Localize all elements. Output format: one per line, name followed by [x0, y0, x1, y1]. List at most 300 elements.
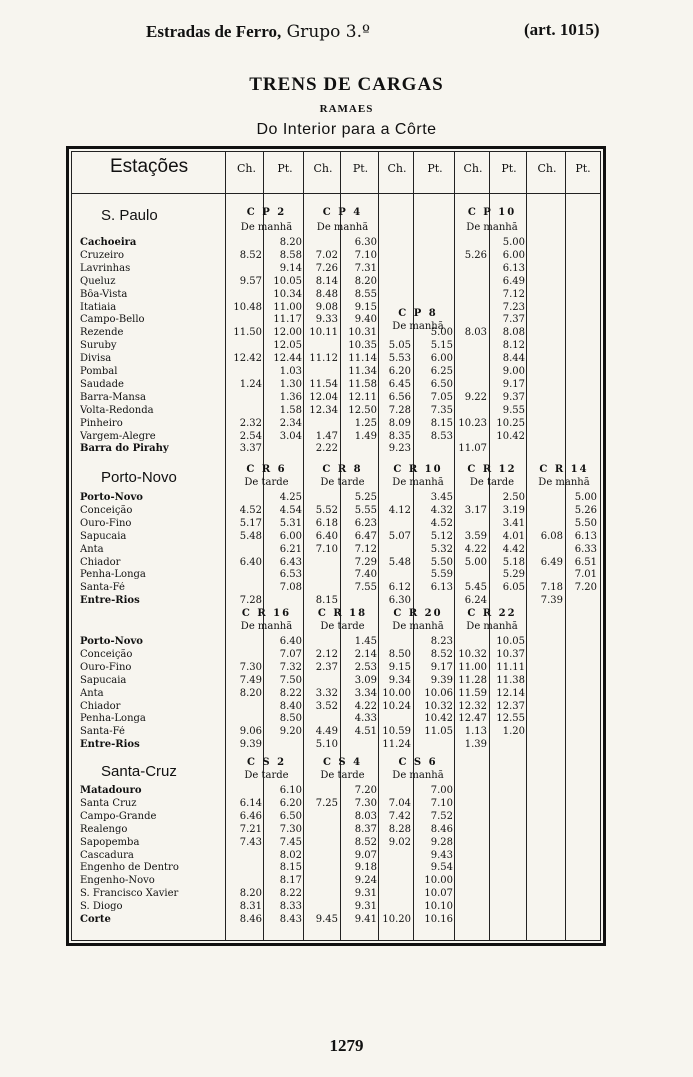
time-cell: 5.12 — [430, 530, 453, 542]
time-cell: 7.04 — [388, 797, 411, 809]
time-cell: 7.55 — [354, 582, 377, 594]
time-cell: 7.07 — [279, 648, 302, 660]
time-cell: 8.31 — [239, 901, 262, 913]
time-cell: 9.55 — [502, 404, 525, 416]
time-cell: 11.17 — [273, 314, 302, 326]
time-cell: 5.26 — [464, 249, 487, 261]
time-cell: 7.00 — [430, 785, 453, 796]
time-cell: 8.15 — [315, 595, 338, 607]
time-cell: 6.30 — [354, 237, 377, 248]
time-cell: 8.08 — [502, 327, 525, 339]
time-cell: 9.34 — [388, 674, 411, 686]
time-cell: 7.31 — [354, 262, 377, 274]
time-cell: 11.34 — [348, 366, 377, 377]
time-cell: 6.00 — [430, 353, 453, 365]
time-cell: 5.53 — [388, 353, 411, 365]
station-name: Vargem-Alegre — [80, 430, 156, 442]
time-cell: 6.08 — [540, 530, 563, 542]
time-cell: 8.09 — [388, 417, 411, 429]
time-cell: 1.25 — [354, 417, 377, 429]
time-cell: 7.20 — [354, 785, 377, 796]
section-title: Santa-Cruz — [101, 763, 177, 780]
time-cell: 9.37 — [502, 391, 525, 403]
station-name: Queluz — [80, 275, 116, 287]
time-cell: 10.37 — [496, 648, 525, 660]
station-name: Cascadura — [80, 849, 134, 861]
time-cell: 7.30 — [239, 661, 262, 673]
time-cell: 10.06 — [424, 687, 453, 699]
time-cell: 9.28 — [430, 836, 453, 848]
train-code: C R 16 — [241, 608, 292, 619]
station-name: Saudade — [80, 378, 124, 390]
time-cell: 12.55 — [496, 713, 525, 725]
time-cell: 7.05 — [430, 391, 453, 403]
time-cell: 9.15 — [354, 301, 377, 313]
time-cell: 11.28 — [458, 674, 487, 686]
time-cell: 8.03 — [464, 327, 487, 339]
time-cell: 5.50 — [430, 556, 453, 568]
time-cell: 8.44 — [502, 353, 525, 365]
time-cell: 2.22 — [315, 443, 338, 455]
train-period: De manhã — [392, 477, 444, 488]
time-cell: 6.30 — [388, 595, 411, 607]
time-cell: 11.00 — [273, 301, 302, 313]
subtitle: RAMAES — [319, 103, 374, 115]
time-cell: 9.45 — [315, 914, 338, 925]
time-cell: 7.30 — [354, 797, 377, 809]
time-cell: 8.50 — [388, 648, 411, 660]
time-cell: 8.20 — [354, 275, 377, 287]
time-cell: 4.51 — [354, 726, 377, 738]
time-cell: 4.12 — [388, 504, 411, 516]
time-cell: 11.12 — [309, 353, 338, 365]
time-cell: 2.12 — [315, 648, 338, 660]
time-cell: 10.35 — [348, 340, 377, 352]
station-name: Chiador — [80, 556, 121, 568]
station-name: Porto-Novo — [80, 636, 143, 647]
time-cell: 12.34 — [309, 404, 338, 416]
time-cell: 10.32 — [424, 700, 453, 712]
time-cell: 10.31 — [348, 327, 377, 339]
time-cell: 5.17 — [239, 517, 262, 529]
train-period: De tarde — [320, 477, 365, 488]
station-name: Sapucaia — [80, 674, 127, 686]
time-cell: 8.52 — [430, 648, 453, 660]
train-code: C P 4 — [322, 207, 363, 218]
time-cell: 8.22 — [279, 687, 302, 699]
time-cell: 8.22 — [279, 888, 302, 900]
time-cell: 1.30 — [279, 378, 302, 390]
time-cell: 12.05 — [273, 340, 302, 352]
train-period: De manhã — [392, 621, 444, 632]
time-cell: 6.13 — [502, 262, 525, 274]
time-cell: 10.16 — [424, 914, 453, 925]
station-name: Pinheiro — [80, 417, 123, 429]
station-name: Sapopemba — [80, 836, 140, 848]
time-cell: 10.00 — [424, 875, 453, 887]
train-period: De tarde — [320, 621, 365, 632]
time-cell: 7.12 — [354, 543, 377, 555]
train-code: C R 22 — [467, 608, 517, 619]
time-cell: 9.17 — [430, 661, 453, 673]
time-cell: 6.50 — [279, 810, 302, 822]
train-period: De tarde — [244, 477, 289, 488]
article-number: (art. 1015) — [524, 20, 600, 39]
time-cell: 11.58 — [348, 378, 377, 390]
station-name: Anta — [80, 687, 104, 699]
train-period: De manhã — [240, 222, 293, 233]
time-cell: 9.18 — [354, 862, 377, 874]
station-name: Suruby — [80, 340, 117, 352]
time-cell: 4.22 — [464, 543, 487, 555]
time-cell: 7.28 — [388, 404, 411, 416]
time-cell: 10.42 — [424, 713, 453, 725]
column-rule — [378, 151, 379, 941]
station-name: Barra-Mansa — [80, 391, 146, 403]
time-cell: 8.53 — [430, 430, 453, 442]
time-cell: 5.25 — [354, 492, 377, 503]
time-cell: 7.52 — [430, 810, 453, 822]
time-cell: 6.53 — [279, 569, 302, 581]
station-name: Campo-Bello — [80, 314, 145, 326]
time-cell: 10.05 — [273, 275, 302, 287]
column-header: Ch. — [537, 162, 557, 175]
time-cell: 8.46 — [430, 823, 453, 835]
station-name: Penha-Longa — [80, 713, 146, 725]
time-cell: 4.52 — [430, 517, 453, 529]
time-cell: 7.35 — [430, 404, 453, 416]
time-cell: 6.46 — [239, 810, 262, 822]
station-name: Corte — [80, 914, 111, 925]
time-cell: 9.39 — [430, 674, 453, 686]
direction-label: Do Interior para a Côrte — [256, 121, 437, 138]
time-cell: 6.10 — [279, 785, 302, 796]
station-name: Santa-Fé — [80, 726, 125, 738]
station-name: Barra do Pirahy — [80, 443, 169, 455]
time-cell: 9.14 — [279, 262, 302, 274]
time-cell: 7.02 — [315, 249, 338, 261]
time-cell: 10.23 — [458, 417, 487, 429]
time-cell: 6.20 — [388, 366, 411, 377]
time-cell: 10.32 — [458, 648, 487, 660]
time-cell: 8.35 — [388, 430, 411, 442]
station-name: Santa-Fé — [80, 582, 125, 594]
station-name: Entre-Rios — [80, 595, 140, 607]
time-cell: 10.48 — [233, 301, 262, 313]
column-rule — [263, 151, 264, 941]
column-header: Ch. — [463, 162, 483, 175]
time-cell: 4.33 — [354, 713, 377, 725]
column-header: Pt. — [501, 162, 517, 175]
time-cell: 8.58 — [279, 249, 302, 261]
time-cell: 6.18 — [315, 517, 338, 529]
page-title: TRENS DE CARGAS — [249, 74, 444, 95]
time-cell: 3.32 — [315, 687, 338, 699]
time-cell: 7.21 — [239, 823, 262, 835]
time-cell: 12.42 — [233, 353, 262, 365]
station-name: S. Francisco Xavier — [80, 888, 179, 900]
time-cell: 5.29 — [502, 569, 525, 581]
time-cell: 1.45 — [354, 636, 377, 647]
time-cell: 11.00 — [458, 661, 487, 673]
time-cell: 7.37 — [502, 314, 525, 326]
time-cell: 9.20 — [279, 726, 302, 738]
time-cell: 8.17 — [279, 875, 302, 887]
time-cell: 10.00 — [382, 687, 411, 699]
train-period: De manhã — [392, 770, 444, 781]
time-cell: 10.25 — [496, 417, 525, 429]
time-cell: 9.31 — [354, 901, 377, 913]
time-cell: 6.13 — [430, 582, 453, 594]
time-cell: 12.50 — [348, 404, 377, 416]
time-cell: 2.50 — [502, 492, 525, 503]
time-cell: 9.07 — [354, 849, 377, 861]
time-cell: 3.17 — [464, 504, 487, 516]
time-cell: 7.26 — [315, 262, 338, 274]
train-code: C R 6 — [246, 464, 287, 475]
time-cell: 12.11 — [348, 391, 377, 403]
time-cell: 9.08 — [315, 301, 338, 313]
time-cell: 7.39 — [540, 595, 563, 607]
train-code: C R 8 — [322, 464, 363, 475]
time-cell: 2.54 — [239, 430, 262, 442]
station-name: Realengo — [80, 823, 128, 835]
column-header: Pt. — [352, 162, 369, 175]
stations-header: Estações — [110, 156, 189, 177]
time-cell: 6.40 — [315, 530, 338, 542]
time-cell: 5.05 — [388, 340, 411, 352]
time-cell: 5.00 — [464, 556, 487, 568]
station-name: Campo-Grande — [80, 810, 157, 822]
time-cell: 6.20 — [279, 797, 302, 809]
time-cell: 3.09 — [354, 674, 377, 686]
time-cell: 9.41 — [354, 914, 377, 925]
time-cell: 8.55 — [354, 288, 377, 300]
time-cell: 9.02 — [388, 836, 411, 848]
time-cell: 1.20 — [502, 726, 525, 738]
time-cell: 2.37 — [315, 661, 338, 673]
station-name: Conceição — [80, 648, 133, 660]
time-cell: 1.58 — [279, 404, 302, 416]
time-cell: 11.54 — [309, 378, 338, 390]
time-cell: 5.48 — [388, 556, 411, 568]
time-cell: 7.12 — [502, 288, 525, 300]
station-name: Cachoeira — [80, 237, 137, 248]
time-cell: 7.32 — [279, 661, 302, 673]
train-period: De manhã — [240, 621, 293, 632]
time-cell: 6.14 — [239, 797, 262, 809]
time-cell: 9.39 — [239, 739, 262, 751]
time-cell: 7.18 — [540, 582, 563, 594]
time-cell: 1.13 — [464, 726, 487, 738]
column-rule — [526, 151, 527, 941]
time-cell: 12.14 — [496, 687, 525, 699]
station-name: Engenho de Dentro — [80, 862, 179, 874]
column-rule — [454, 151, 455, 941]
time-cell: 5.10 — [315, 739, 338, 751]
train-code: C R 20 — [393, 608, 443, 619]
time-cell: 5.32 — [430, 543, 453, 555]
time-cell: 6.13 — [574, 530, 597, 542]
train-period: De manhã — [392, 320, 444, 332]
station-name: Ouro-Fino — [80, 517, 132, 529]
time-cell: 9.31 — [354, 888, 377, 900]
time-cell: 5.59 — [430, 569, 453, 581]
section-title: S. Paulo — [101, 207, 158, 224]
time-cell: 5.48 — [239, 530, 262, 542]
time-cell: 12.32 — [458, 700, 487, 712]
time-cell: 6.21 — [279, 543, 302, 555]
column-header: Pt. — [427, 162, 443, 175]
station-name: Engenho-Novo — [80, 875, 155, 887]
time-cell: 5.31 — [279, 517, 302, 529]
station-name: Ouro-Fino — [80, 661, 132, 673]
time-cell: 7.28 — [239, 595, 262, 607]
train-code: C R 14 — [539, 464, 589, 475]
time-cell: 6.56 — [388, 391, 411, 403]
time-cell: 8.20 — [239, 687, 262, 699]
time-cell: 7.08 — [279, 582, 302, 594]
station-name: Volta-Redonda — [80, 404, 154, 416]
train-code: C R 12 — [467, 464, 517, 475]
time-cell: 9.40 — [354, 314, 377, 326]
time-cell: 6.24 — [464, 595, 487, 607]
time-cell: 8.12 — [502, 340, 525, 352]
time-cell: 7.45 — [279, 836, 302, 848]
time-cell: 9.17 — [502, 378, 525, 390]
time-cell: 6.43 — [279, 556, 302, 568]
time-cell: 7.30 — [279, 823, 302, 835]
time-cell: 8.15 — [430, 417, 453, 429]
station-name: Divisa — [80, 353, 112, 365]
time-cell: 1.24 — [239, 378, 262, 390]
time-cell: 8.20 — [239, 888, 262, 900]
time-cell: 12.37 — [496, 700, 525, 712]
station-name: Santa Cruz — [80, 797, 137, 809]
time-cell: 6.00 — [502, 249, 525, 261]
header-rule — [71, 193, 601, 194]
station-name: Penha-Longa — [80, 569, 146, 581]
time-cell: 11.11 — [496, 661, 525, 673]
time-cell: 5.52 — [315, 504, 338, 516]
time-cell: 6.50 — [430, 378, 453, 390]
running-header — [146, 22, 370, 42]
station-name: Chiador — [80, 700, 121, 712]
column-header: Pt. — [277, 162, 293, 175]
time-cell: 3.19 — [502, 504, 525, 516]
time-cell: 6.40 — [239, 556, 262, 568]
time-cell: 7.25 — [315, 797, 338, 809]
train-period: De manhã — [466, 222, 518, 233]
time-cell: 12.00 — [273, 327, 302, 339]
time-cell: 10.20 — [382, 914, 411, 925]
time-cell: 4.42 — [502, 543, 525, 555]
train-period: De tarde — [469, 477, 515, 488]
time-cell: 8.46 — [239, 914, 262, 925]
time-cell: 9.54 — [430, 862, 453, 874]
time-cell: 6.49 — [502, 275, 525, 287]
time-cell: 5.00 — [430, 327, 453, 339]
time-cell: 8.28 — [388, 823, 411, 835]
time-cell: 11.07 — [458, 443, 487, 455]
station-name: Pombal — [80, 366, 118, 377]
time-cell: 7.01 — [574, 569, 597, 581]
time-cell: 6.45 — [388, 378, 411, 390]
time-cell: 5.15 — [430, 340, 453, 352]
time-cell: 10.11 — [309, 327, 338, 339]
station-name: Entre-Rios — [80, 739, 140, 751]
time-cell: 9.57 — [239, 275, 262, 287]
time-cell: 3.37 — [239, 443, 262, 455]
time-cell: 2.34 — [279, 417, 302, 429]
time-cell: 8.40 — [279, 700, 302, 712]
time-cell: 4.01 — [502, 530, 525, 542]
time-cell: 1.36 — [279, 391, 302, 403]
time-cell: 10.05 — [496, 636, 525, 647]
time-cell: 9.22 — [464, 391, 487, 403]
time-cell: 4.54 — [279, 504, 302, 516]
time-cell: 7.10 — [315, 543, 338, 555]
time-cell: 12.04 — [309, 391, 338, 403]
time-cell: 1.47 — [315, 430, 338, 442]
time-cell: 3.34 — [354, 687, 377, 699]
train-code: C P 2 — [246, 207, 287, 218]
time-cell: 11.05 — [424, 726, 453, 738]
time-cell: 8.03 — [354, 810, 377, 822]
time-cell: 2.14 — [354, 648, 377, 660]
time-cell: 7.42 — [388, 810, 411, 822]
time-cell: 7.23 — [502, 301, 525, 313]
station-name: Anta — [80, 543, 104, 555]
time-cell: 10.07 — [424, 888, 453, 900]
time-cell: 9.33 — [315, 314, 338, 326]
time-cell: 7.10 — [354, 249, 377, 261]
time-cell: 7.29 — [354, 556, 377, 568]
time-cell: 12.47 — [458, 713, 487, 725]
column-header: Ch. — [387, 162, 407, 175]
time-cell: 11.24 — [382, 739, 411, 751]
time-cell: 9.00 — [502, 366, 525, 377]
train-period: De manhã — [538, 477, 590, 488]
time-cell: 6.25 — [430, 366, 453, 377]
station-name: Itatiaia — [80, 301, 117, 313]
train-code: C P 8 — [398, 307, 438, 319]
time-cell: 6.00 — [279, 530, 302, 542]
time-cell: 10.34 — [273, 288, 302, 300]
time-cell: 1.03 — [279, 366, 302, 377]
train-code: C R 10 — [393, 464, 443, 475]
time-cell: 8.48 — [315, 288, 338, 300]
time-cell: 8.52 — [354, 836, 377, 848]
time-cell: 11.38 — [496, 674, 525, 686]
time-cell: 4.25 — [279, 492, 302, 503]
time-cell: 12.44 — [273, 353, 302, 365]
time-cell: 4.22 — [354, 700, 377, 712]
time-cell: 11.59 — [458, 687, 487, 699]
time-cell: 9.15 — [388, 661, 411, 673]
time-cell: 8.37 — [354, 823, 377, 835]
time-cell: 7.40 — [354, 569, 377, 581]
train-code: C S 4 — [322, 757, 363, 768]
section-title: Porto-Novo — [101, 469, 177, 486]
train-code: C S 2 — [246, 757, 287, 768]
train-code: C P 10 — [467, 207, 517, 218]
time-cell: 8.02 — [279, 849, 302, 861]
time-cell: 7.50 — [279, 674, 302, 686]
time-cell: 3.45 — [430, 492, 453, 503]
time-cell: 9.06 — [239, 726, 262, 738]
time-cell: 5.00 — [574, 492, 597, 503]
